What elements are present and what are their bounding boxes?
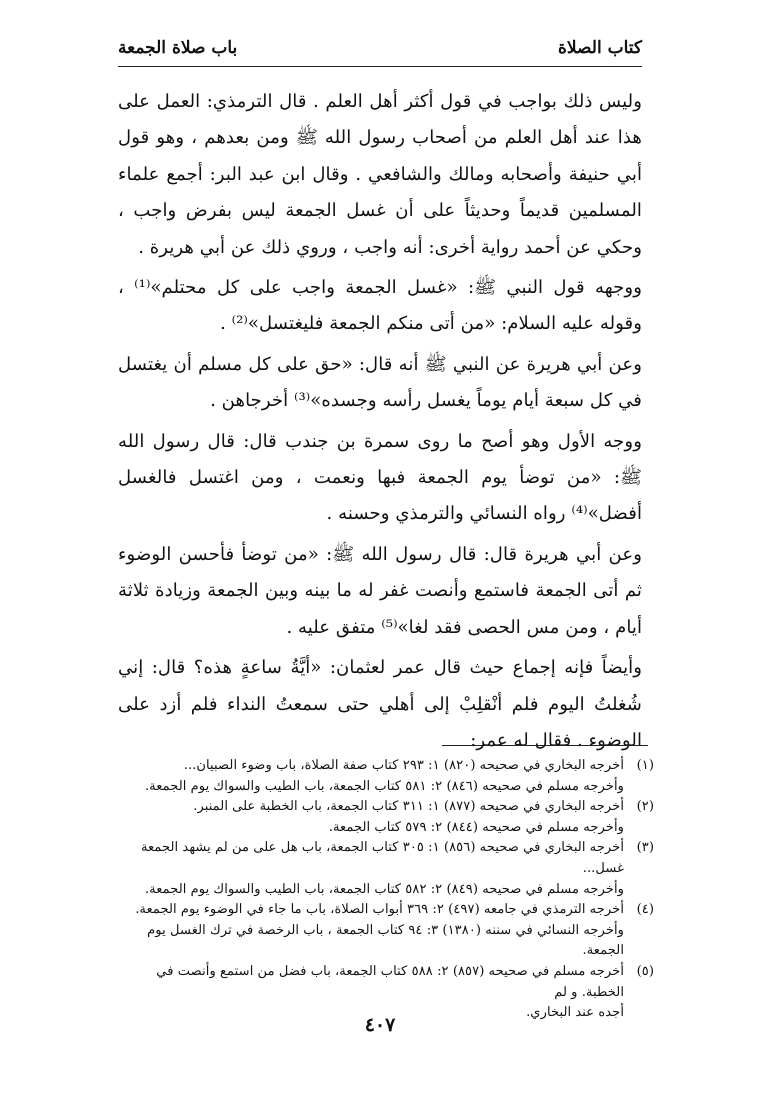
footnote-number: (٥): [636, 963, 654, 979]
footnote-number: (٤): [636, 902, 654, 918]
footnote-line: أخرجه البخاري في صحيحه (٨٢٠) ١: ٢٩٣ كتاب صفة الصلاة، باب وضوء الصبيان...: [183, 758, 624, 773]
chapter-title: باب صلاة الجمعة: [118, 38, 238, 58]
paragraph: ووجه الأول وهو أصح ما روى سمرة بن جندب قال: قال رسول الله ﷺ: «من توضأ يوم الجمعة فبها ونعمت ، ومن اغتسل فالغسل أفضل»⁽⁴⁾ رواه النسائي والترمذي وحسنه .: [118, 430, 642, 525]
running-header: [118, 30, 642, 67]
footnote-line: أخرجه البخاري في صحيحه (٨٧٧) ١: ٣١١ كتاب الجمعة، باب الخطبة على المنبر.: [193, 799, 624, 815]
footnote-line: وأخرجه مسلم في صحيحه (٨٤٩) ٢: ٥٨٢ كتاب الجمعة، باب الطيب والسواك يوم الجمعة.: [144, 881, 624, 897]
paragraph: وليس ذلك بواجب في قول أكثر أهل العلم . قال الترمذي: العمل على هذا عند أهل العلم من أصحاب رسول الله ﷺ ومن بعدهم ، وهو قول أبي حنيفة وأصحابه ومالك والشافعي . وقال ابن عبد البر: أجمع علماء المسلمين قديماً وحديثاً على أن غسل الجمعة ليس بفرض واجب ، وحكي عن أحمد رواية أخرى: أنه واجب ، وروي ذلك عن أبي هريرة .: [118, 91, 642, 258]
footnote-line: أخرجه البخاري في صحيحه (٨٥٦) ١: ٣٠٥ كتاب الجمعة، باب هل على من لم يشهد الجمعة غسل...: [140, 840, 624, 876]
footnote-line: أخرجه الترمذي في جامعه (٤٩٧) ٢: ٣٦٩ أبواب الصلاة، باب ما جاء في الوضوء يوم الجمعة.: [135, 902, 624, 918]
footnote: [110, 756, 654, 797]
footnote-line: أجده عند البخاري.: [526, 1005, 624, 1021]
footnote-line: أخرجه مسلم في صحيحه (٨٥٧) ٢: ٥٨٨ كتاب الجمعة، باب فضل من استمع وأنصت في الخطبة. و لم: [156, 963, 624, 1000]
main-text: [118, 84, 642, 759]
footnote-separator: [442, 745, 648, 746]
paragraph: وعن أبي هريرة قال: قال رسول الله ﷺ: «من توضأ فأحسن الوضوء ثم أتى الجمعة فاستمع وأنصت غفر له ما بينه وبين الجمعة وزيادة ثلاثة أيام ، ومن مس الحصى فقد لغا»⁽⁵⁾ متفق عليه .: [118, 543, 642, 638]
footnote: [110, 838, 654, 900]
footnote: [110, 900, 654, 962]
paragraph: ووجهه قول النبي ﷺ: «غسل الجمعة واجب على كل محتلم»⁽¹⁾ ، وقوله عليه السلام: «من أتى منكم الجمعة فليغتسل»⁽²⁾ .: [118, 277, 642, 335]
page-number: ٤٠٧: [364, 1014, 396, 1036]
footnote-line: وأخرجه مسلم في صحيحه (٨٤٤) ٢: ٥٧٩ كتاب الجمعة.: [328, 819, 624, 835]
footnote-number: (١): [636, 758, 654, 773]
book-title: كتاب الصلاة: [557, 38, 642, 58]
footnote-line: وأخرجه مسلم في صحيحه (٨٤٦) ٢: ٥٨١ كتاب الجمعة، باب الطيب والسواك يوم الجمعة.: [144, 778, 624, 794]
footnotes: [110, 756, 654, 1024]
footnote: [110, 797, 654, 838]
paragraph: وعن أبي هريرة عن النبي ﷺ أنه قال: «حق على كل مسلم أن يغتسل في كل سبعة أيام يوماً يغسل رأسه وجسده»⁽³⁾ أخرجاهن .: [118, 353, 642, 412]
footnote-number: (٣): [636, 840, 654, 856]
footnote-number: (٢): [636, 799, 654, 815]
footnote-line: وأخرجه النسائي في سننه (١٣٨٠) ٣: ٩٤ كتاب الجمعة ، باب الرخصة في ترك الغسل يوم الجمعة.: [147, 922, 624, 959]
paragraph: وأيضاً فإنه إجماع حيث قال عمر لعثمان: «أيَّةُ ساعةٍ هذه؟ قال: إني شُغلتُ اليوم فلم أنْقلِبْ إلى أهلي حتى سمعتُ النداء فلم أزد على الوضوء . فقال له عمر:: [118, 657, 642, 751]
